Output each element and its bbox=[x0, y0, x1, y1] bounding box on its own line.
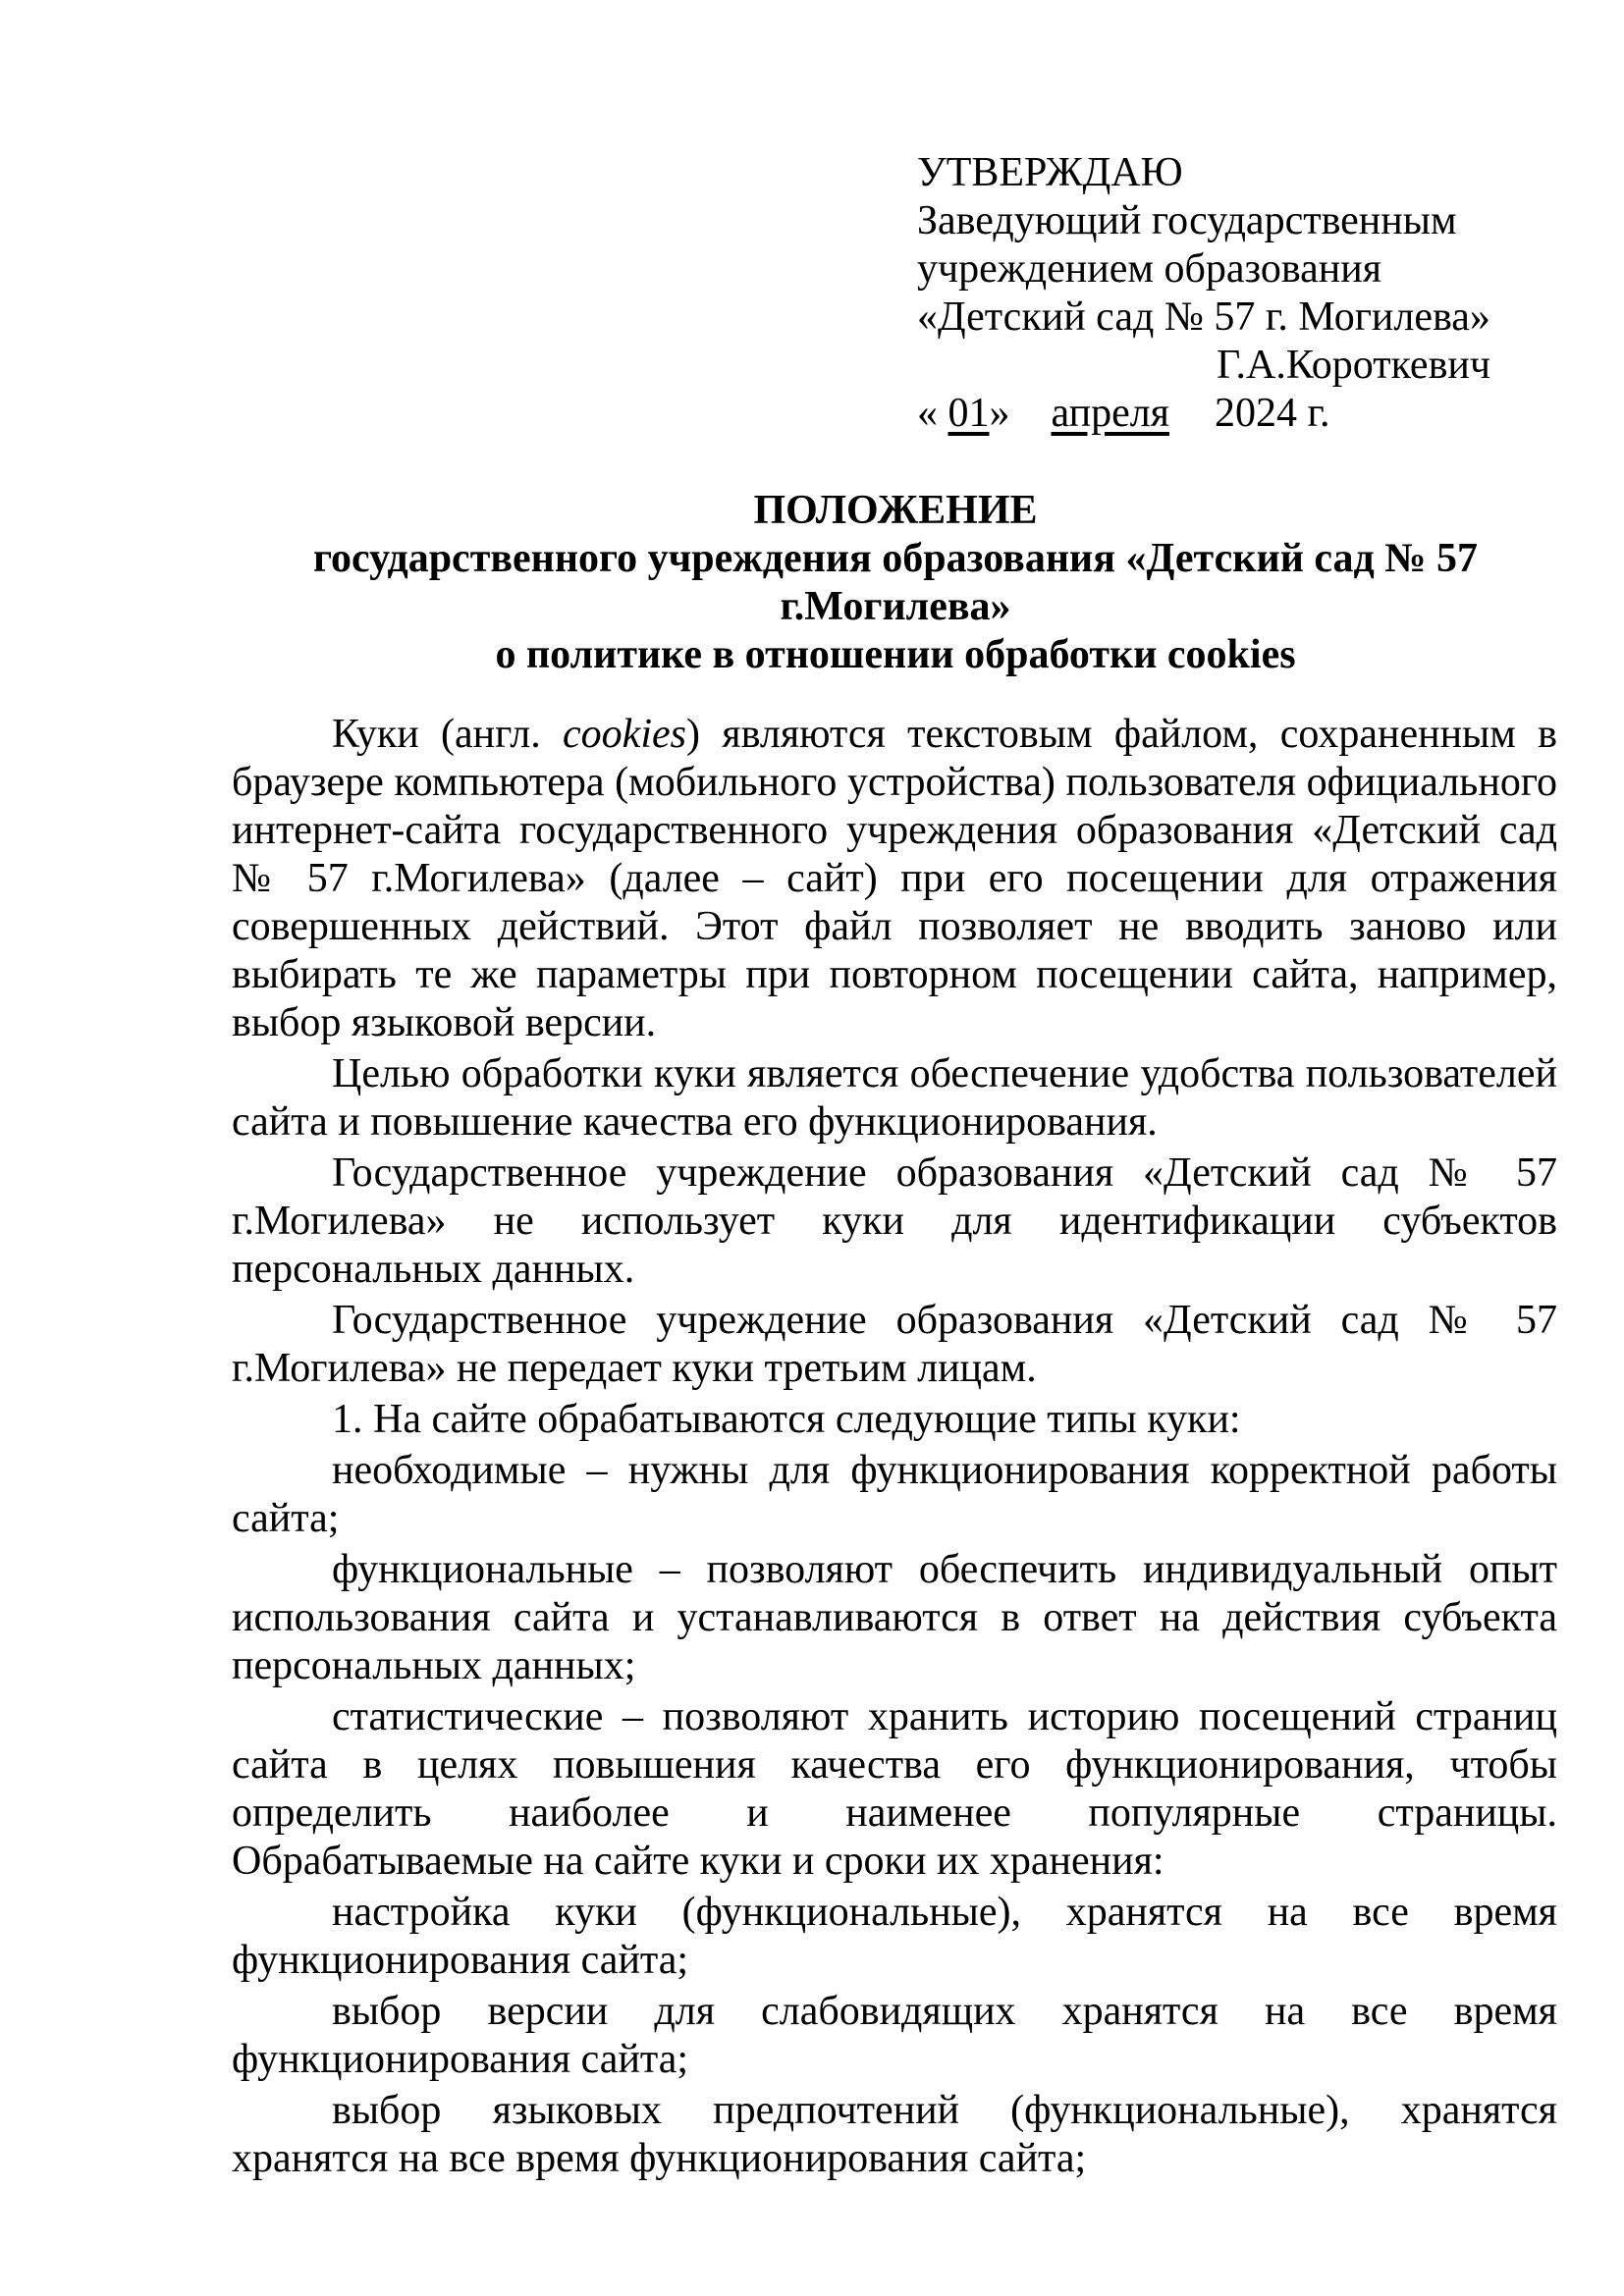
document-title bbox=[232, 487, 1559, 679]
date-day: 01 bbox=[947, 391, 990, 436]
approval-institution-name: «Детский сад № 57 г. Могилева» bbox=[917, 294, 1490, 340]
date-close-quote: » bbox=[989, 391, 1010, 436]
approval-heading: УТВЕРЖДАЮ bbox=[917, 150, 1183, 195]
title-line-2: государственного учреждения образования «Детский сад № 57 bbox=[312, 536, 1479, 581]
paragraph-functional: функциональные – позволяют обеспечить индивидуальный опыт использования сайта и устанавливаются в ответ на действия субъекта персональных данных; bbox=[232, 1547, 1557, 1688]
paragraph-no-transfer: Государственное учреждение образования «Детский сад № 57 г.Могилева» не передает куки третьим лицам. bbox=[232, 1298, 1557, 1391]
title-heading: ПОЛОЖЕНИЕ bbox=[753, 488, 1038, 533]
paragraph-purpose: Целью обработки куки является обеспечение удобства пользователей сайта и повышение качества его функционирования. bbox=[232, 1051, 1557, 1145]
paragraph-necessary: необходимые – нужны для функционирования корректной работы сайта; bbox=[232, 1448, 1557, 1541]
document-body bbox=[232, 711, 1557, 2186]
paragraph-text: ) являются текстовым файлом, сохраненным в браузере компьютера (мобильного устройства) пользователя официального интернет-сайта государственного учреждения образования «Детский сад № 57 г.Могилева» (далее – сайт) при его посещении для отражения совершенных действий. Этот файл позволяет не вводить заново или выбирать те же параметры при повторном посещении сайта, например, выбор языковой версии. bbox=[232, 712, 1557, 1045]
paragraph-cookie-types: 1. На сайте обрабатываются следующие типы куки: bbox=[332, 1397, 1241, 1442]
title-line-4: о политике в отношении обработки cookies bbox=[495, 632, 1296, 677]
paragraph-settings-cookie: настройка куки (функциональные), хранятся на все время функционирования сайта; bbox=[232, 1890, 1557, 1983]
paragraph-text: Куки (англ. bbox=[332, 712, 564, 757]
paragraph-italic-term: cookies bbox=[563, 712, 686, 757]
approval-block bbox=[917, 149, 1545, 438]
paragraph-cookies-definition bbox=[232, 711, 1557, 1047]
approval-signer: Г.А.Короткевич bbox=[1216, 343, 1490, 388]
title-line-3: г.Могилева» bbox=[780, 584, 1011, 629]
paragraph-retention-intro: Обрабатываемые на сайте куки и сроки их хранения: bbox=[232, 1839, 1164, 1884]
approval-position: Заведующий государственным bbox=[917, 198, 1457, 243]
approval-institution: учреждением образования bbox=[917, 246, 1382, 292]
paragraph-statistical: статистические – позволяют хранить историю посещений страниц сайта в целях повышения качества его функционирования, чтобы определить наиболее и наименее популярные страницы. bbox=[232, 1694, 1557, 1836]
paragraph-low-vision-cookie: выбор версии для слабовидящих хранятся на все время функционирования сайта; bbox=[232, 1989, 1557, 2082]
paragraph-no-identification: Государственное учреждение образования «Детский сад № 57 г.Могилева» не использует куки для идентификации субъектов персональных данных. bbox=[232, 1150, 1557, 1292]
date-year: 2024 г. bbox=[1214, 391, 1330, 436]
paragraph-language-cookie: выбор языковых предпочтений (функциональные), хранятся хранятся на все время функционирования сайта; bbox=[232, 2088, 1557, 2181]
date-month: апреля bbox=[1051, 391, 1169, 436]
approval-date bbox=[917, 390, 1545, 438]
date-open-quote: « bbox=[917, 391, 948, 436]
